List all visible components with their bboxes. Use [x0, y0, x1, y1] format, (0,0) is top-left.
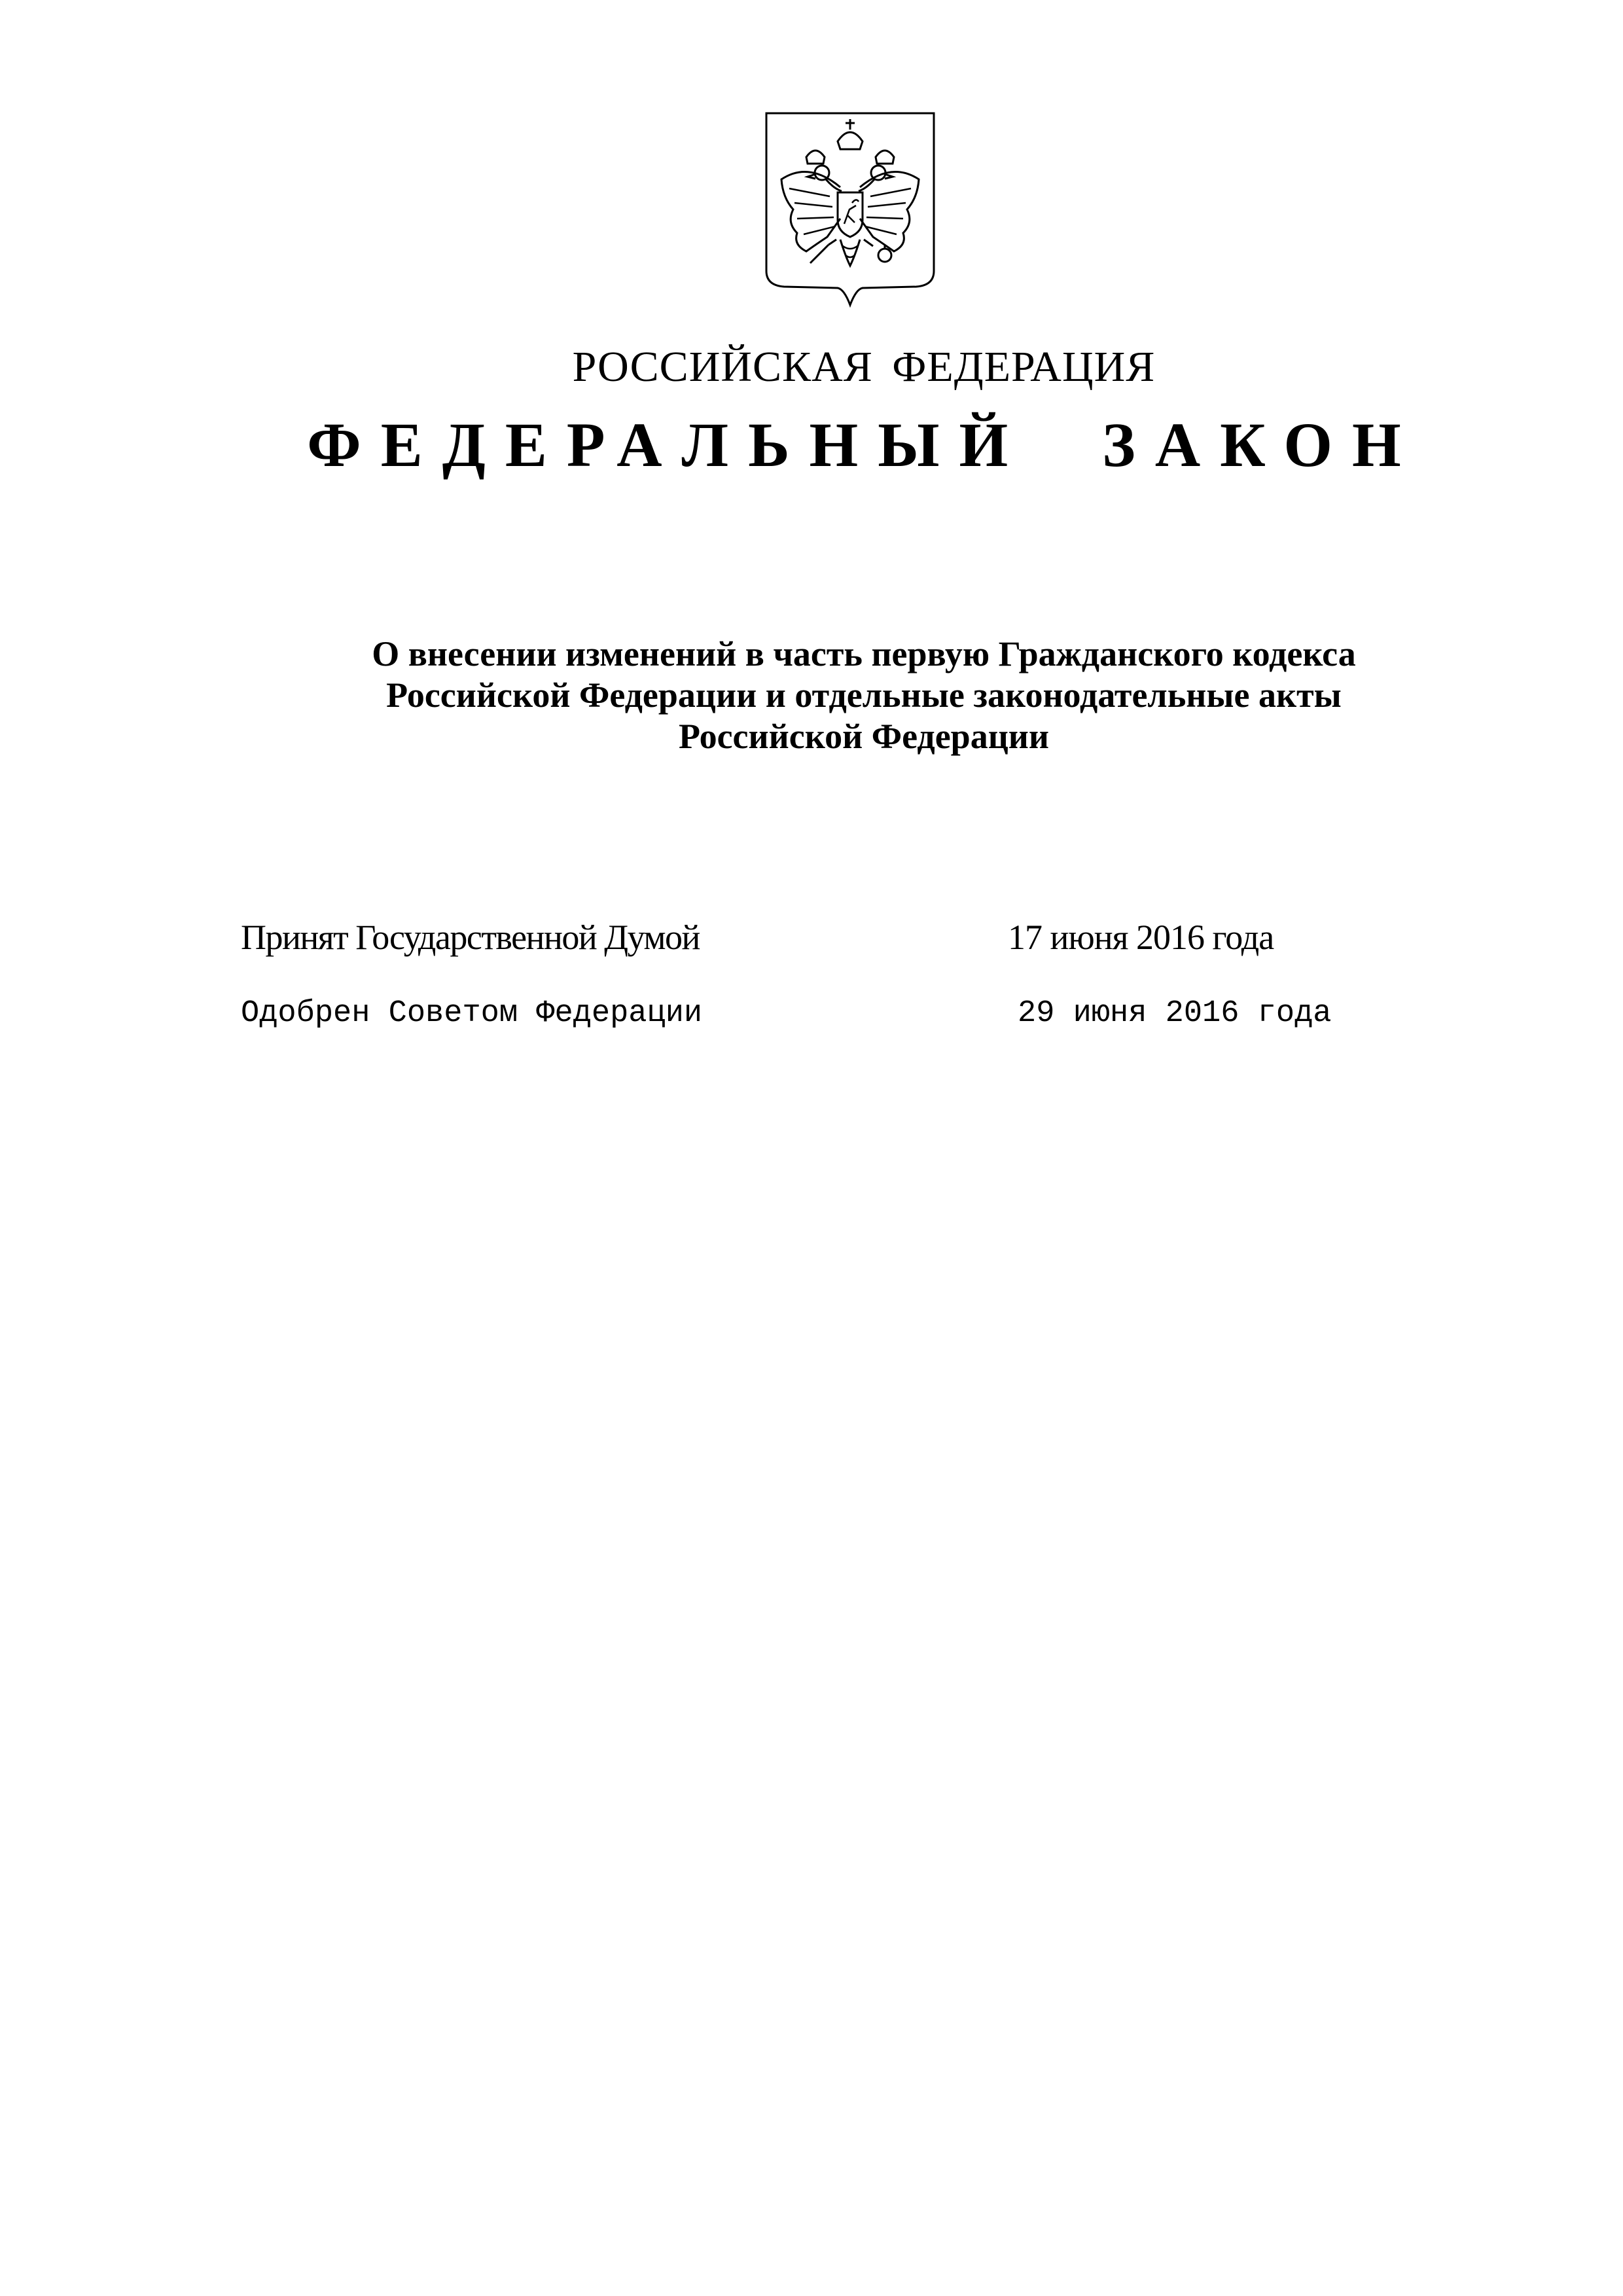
adoption-date: 17 июня 2016 года — [1008, 918, 1274, 957]
adoption-date: 29 июня 2016 года — [1018, 996, 1332, 1031]
document-type: ФЕДЕРАЛЬНЫЙ ЗАКОН — [307, 410, 1421, 480]
law-title — [0, 634, 1623, 757]
adoption-label: Одобрен Советом Федерации — [241, 996, 703, 1031]
law-title-line: Российской Федерации — [678, 717, 1050, 756]
country-name: РОССИЙСКАЯ ФЕДЕРАЦИЯ — [572, 343, 1156, 391]
adoption-label: Принят Государственной Думой — [241, 918, 700, 957]
adoption-row-duma — [0, 920, 1623, 959]
law-title-line: О внесении изменений в часть первую Гражданского кодекса — [372, 634, 1356, 673]
law-title-line: Российской Федерации и отдельные законодательные акты — [386, 675, 1342, 715]
adoption-row-council — [0, 998, 1623, 1037]
russian-coat-of-arms-icon — [764, 111, 936, 308]
